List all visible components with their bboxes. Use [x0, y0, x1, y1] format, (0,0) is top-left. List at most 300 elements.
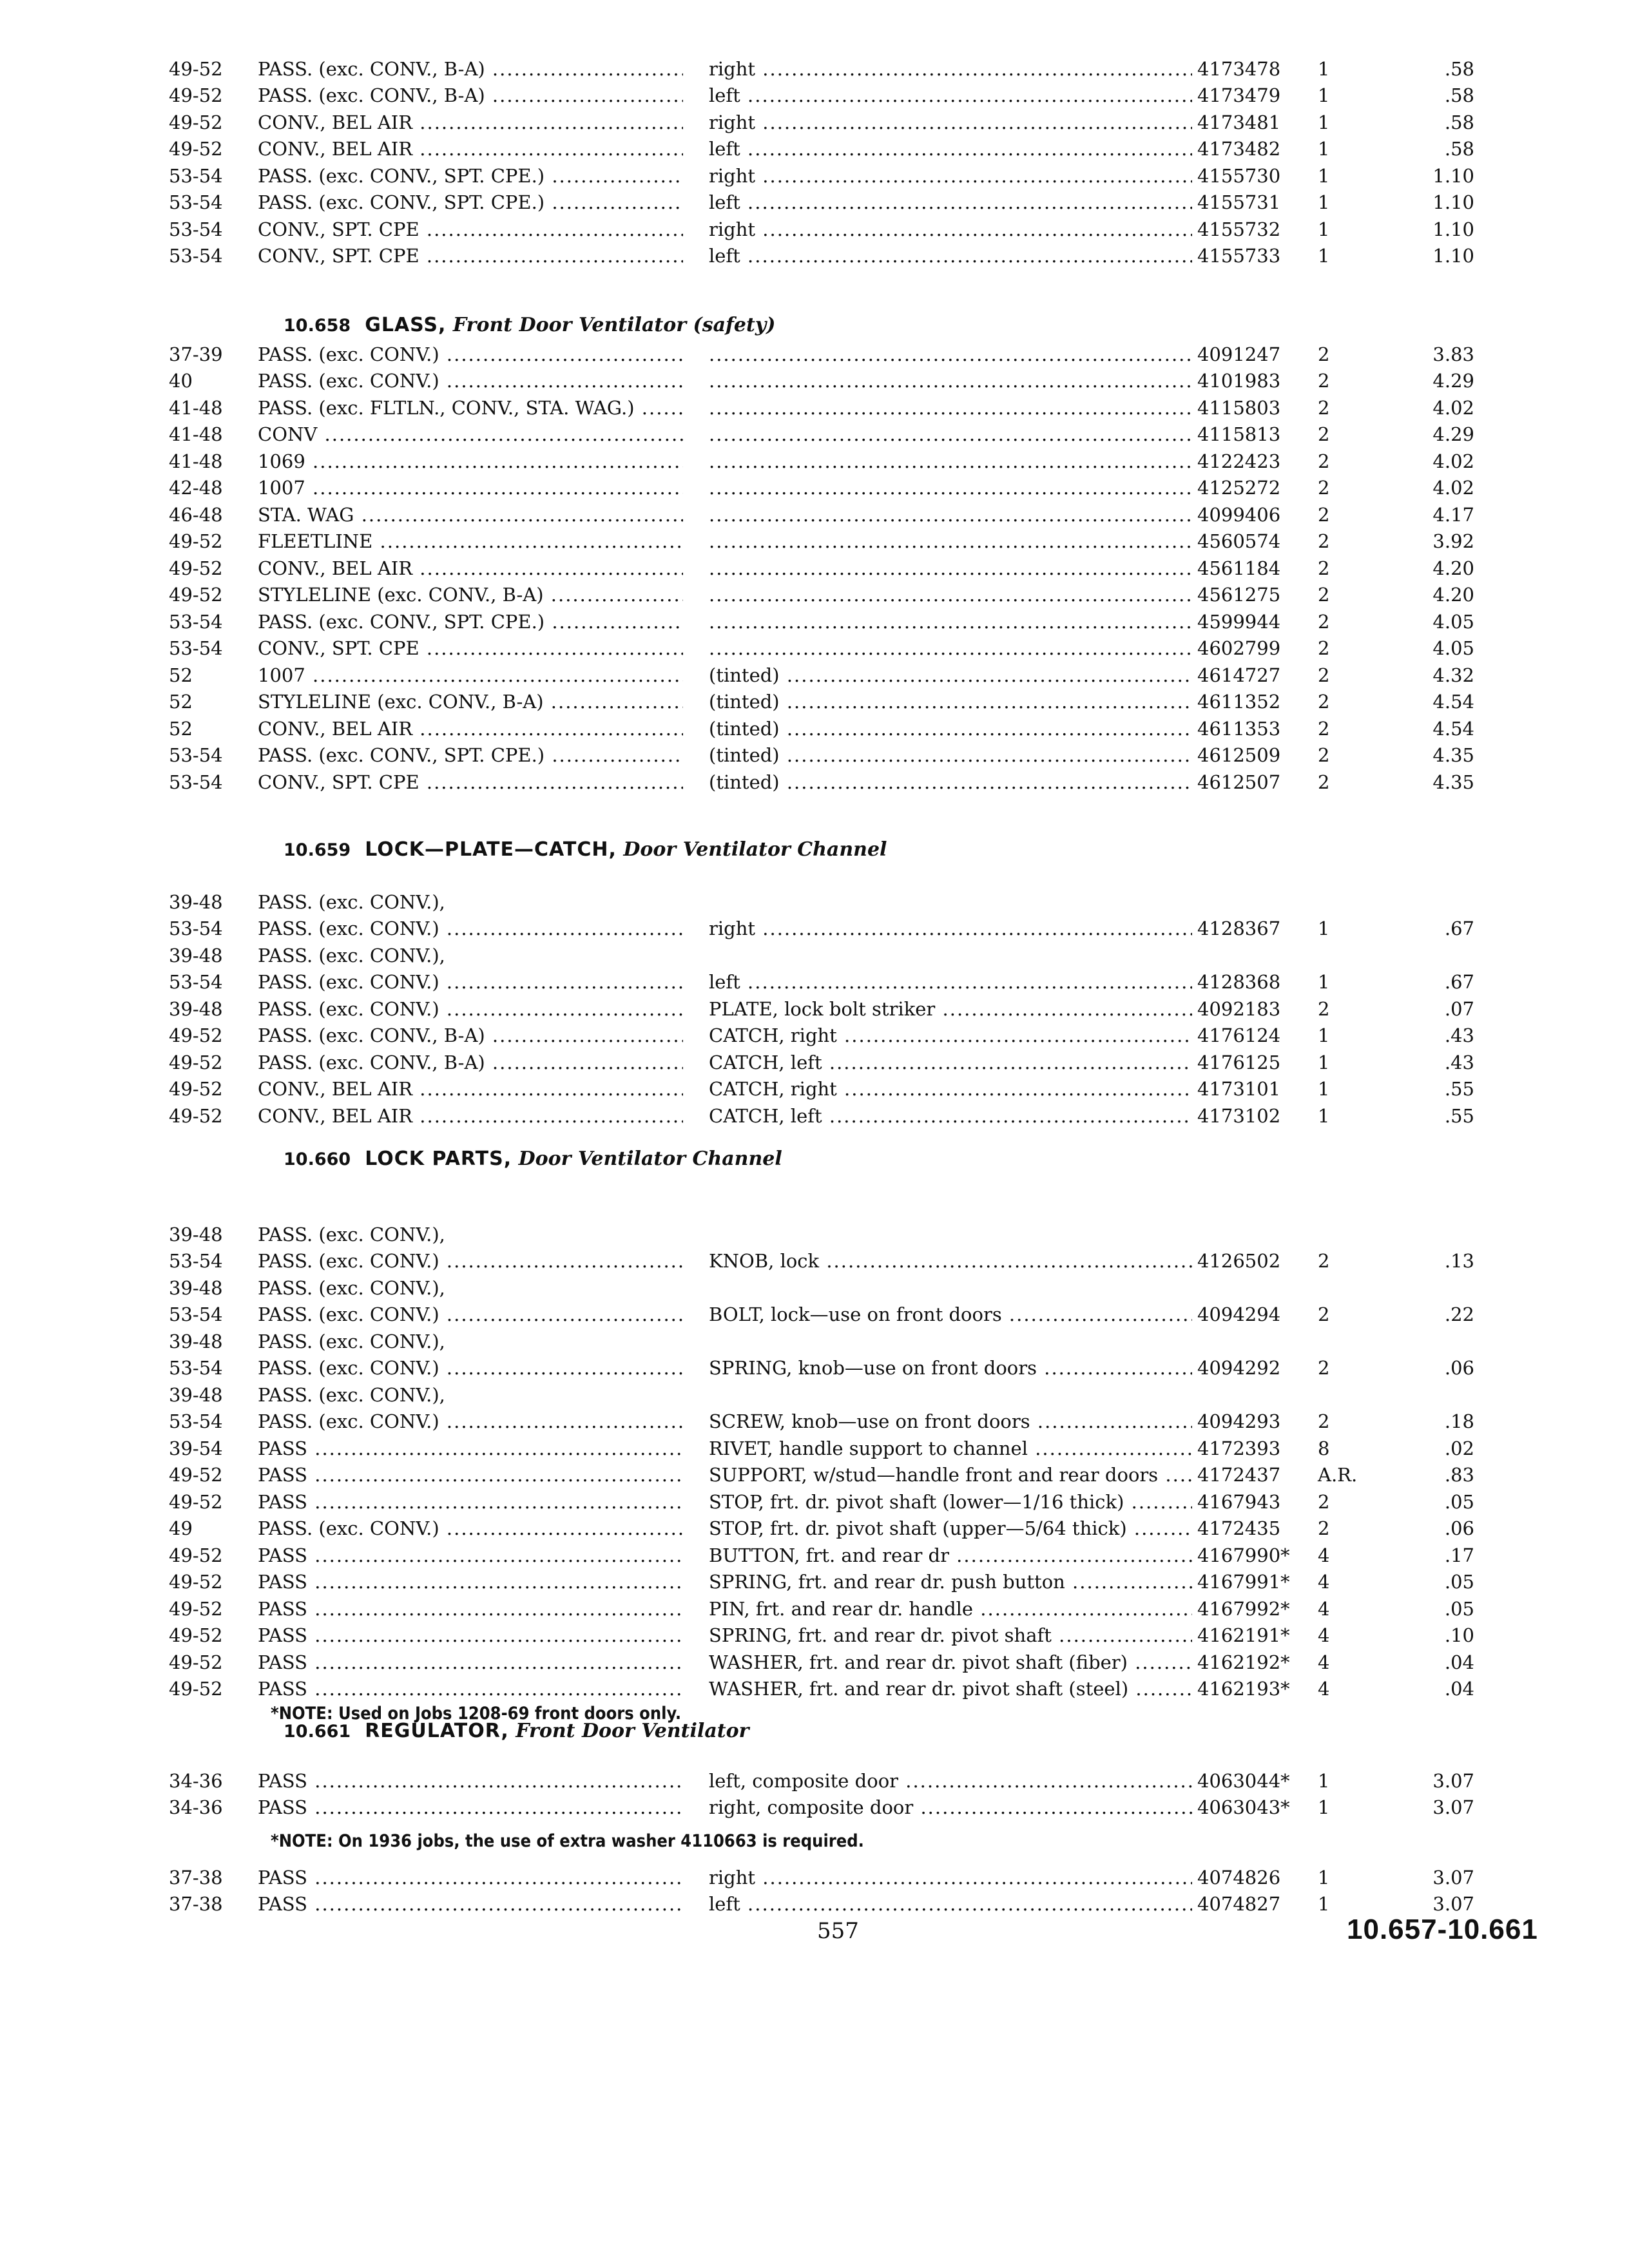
- model-cell-text: PASS. (exc. CONV.): [258, 998, 439, 1020]
- description-cell: [709, 1596, 1192, 1622]
- part-number-cell: [1197, 1489, 1280, 1515]
- price-cell: [1403, 996, 1474, 1022]
- years-cell-text: 49-52: [169, 1078, 223, 1100]
- years-cell-text: 39-48: [169, 998, 223, 1020]
- part-number-cell-text: 4560574: [1197, 530, 1281, 552]
- description-cell: [709, 555, 1192, 581]
- part-number-cell: [1197, 1676, 1290, 1702]
- description-cell: [709, 916, 1192, 941]
- years-cell: [169, 662, 193, 688]
- quantity-cell-text: 4: [1318, 1571, 1330, 1593]
- price-cell-text: 4.20: [1432, 584, 1474, 606]
- table-row: [0, 716, 1629, 742]
- part-number-cell: [1197, 82, 1280, 108]
- price-cell-text: .07: [1444, 998, 1474, 1020]
- part-number-cell: [1197, 1515, 1280, 1541]
- price-cell-text: 1.10: [1432, 245, 1474, 267]
- model-cell-text: PASS: [258, 1464, 308, 1486]
- years-cell-text: 52: [169, 691, 193, 713]
- description-cell-text: PLATE, lock bolt striker: [709, 998, 936, 1020]
- years-cell: [169, 1569, 223, 1595]
- quantity-cell: [1318, 1302, 1329, 1327]
- model-cell: [258, 1050, 683, 1075]
- price-cell: [1403, 1622, 1474, 1648]
- description-cell-text: right: [709, 1867, 756, 1888]
- description-cell: [709, 82, 1192, 108]
- description-cell-text: RIVET, handle support to channel: [709, 1437, 1028, 1459]
- table-row: [0, 1302, 1629, 1327]
- quantity-cell-text: 1: [1318, 111, 1330, 133]
- table-row: [0, 1891, 1629, 1917]
- quantity-cell-text: 2: [1318, 637, 1330, 659]
- table-row: [0, 769, 1629, 795]
- part-number-cell-text: 4176124: [1197, 1024, 1281, 1046]
- table-row: [0, 1569, 1629, 1595]
- years-cell-text: 40: [169, 370, 193, 392]
- price-cell-text: .58: [1444, 111, 1474, 133]
- years-cell-text: 53-54: [169, 771, 223, 793]
- description-cell-text: CATCH, right: [709, 1024, 837, 1046]
- years-cell-text: 53-54: [169, 918, 223, 939]
- price-cell: [1403, 1768, 1474, 1794]
- description-cell: [709, 1515, 1192, 1541]
- quantity-cell-text: 1: [1318, 84, 1330, 106]
- part-number-cell-text: 4063044*: [1197, 1770, 1290, 1792]
- years-cell: [169, 1408, 223, 1434]
- table-row: [0, 689, 1629, 715]
- section-subtitle: Door Ventilator Channel: [623, 838, 887, 861]
- model-cell: [258, 395, 683, 421]
- quantity-cell: [1318, 243, 1329, 269]
- years-cell-text: 39-48: [169, 1331, 223, 1352]
- quantity-cell: [1318, 1408, 1329, 1434]
- price-cell: [1403, 969, 1474, 995]
- description-cell: [709, 582, 1192, 608]
- part-number-cell: [1197, 448, 1280, 474]
- price-cell-text: .18: [1444, 1410, 1474, 1432]
- model-cell-text: PASS. (exc. CONV.): [258, 370, 439, 392]
- description-cell: [709, 395, 1192, 421]
- quantity-cell-text: 1: [1318, 1770, 1330, 1792]
- price-cell: [1403, 1302, 1474, 1327]
- part-number-cell-text: 4561184: [1197, 557, 1281, 579]
- description-cell: [709, 368, 1192, 394]
- model-cell-text: PASS: [258, 1598, 308, 1620]
- part-number-cell: [1197, 582, 1280, 608]
- description-cell-text: right: [709, 111, 756, 133]
- section-header: [284, 314, 776, 336]
- description-cell: [709, 1076, 1192, 1102]
- description-cell-text: left: [709, 1893, 740, 1915]
- years-cell: [169, 969, 223, 995]
- model-cell: [258, 1382, 683, 1408]
- table-row: [0, 1676, 1629, 1702]
- model-cell-text: CONV., BEL AIR: [258, 718, 413, 740]
- model-cell-text: CONV., BEL AIR: [258, 138, 413, 160]
- quantity-cell: [1318, 996, 1329, 1022]
- part-number-cell: [1197, 368, 1280, 394]
- description-cell: [709, 1794, 1192, 1820]
- quantity-cell-text: 1: [1318, 1078, 1330, 1100]
- quantity-cell-text: 4: [1318, 1624, 1330, 1646]
- description-cell: [709, 1103, 1192, 1129]
- price-cell: [1403, 1891, 1474, 1917]
- years-cell: [169, 528, 223, 554]
- years-cell: [169, 555, 223, 581]
- part-number-cell-text: 4128367: [1197, 918, 1281, 939]
- model-cell-text: 1007: [258, 477, 305, 499]
- price-cell-text: 4.54: [1432, 718, 1474, 740]
- quantity-cell: [1318, 662, 1329, 688]
- model-cell-text: PASS. (exc. CONV., B-A): [258, 1024, 485, 1046]
- part-number-cell: [1197, 1649, 1290, 1675]
- years-cell: [169, 421, 223, 447]
- section-number: 10.661: [284, 1722, 351, 1742]
- years-cell: [169, 1462, 223, 1488]
- model-cell: [258, 1489, 683, 1515]
- description-cell: [709, 110, 1192, 135]
- part-number-cell-text: 4115803: [1197, 397, 1281, 419]
- price-cell-text: 4.32: [1432, 664, 1474, 686]
- section-title: LOCK PARTS,: [365, 1148, 512, 1170]
- years-cell: [169, 82, 223, 108]
- years-cell: [169, 56, 223, 82]
- model-cell: [258, 136, 683, 162]
- model-cell-text: PASS. (exc. CONV., SPT. CPE.): [258, 611, 545, 633]
- price-cell: [1403, 916, 1474, 941]
- part-number-cell: [1197, 716, 1280, 742]
- description-cell: [709, 1302, 1192, 1327]
- model-cell: [258, 1891, 683, 1917]
- description-cell-text: (tinted): [709, 664, 780, 686]
- price-cell: [1403, 1794, 1474, 1820]
- quantity-cell-text: 1: [1318, 138, 1330, 160]
- quantity-cell: [1318, 969, 1329, 995]
- model-cell: [258, 341, 683, 367]
- price-cell: [1403, 448, 1474, 474]
- years-cell-text: 41-48: [169, 397, 223, 419]
- years-cell: [169, 1382, 223, 1408]
- section-subtitle: Door Ventilator Channel: [518, 1148, 782, 1170]
- description-cell-text: KNOB, lock: [709, 1250, 820, 1272]
- part-number-cell-text: 4063043*: [1197, 1796, 1290, 1818]
- model-cell: [258, 716, 683, 742]
- table-row: [0, 1649, 1629, 1675]
- price-cell: [1403, 395, 1474, 421]
- part-number-cell-text: 4094294: [1197, 1303, 1281, 1325]
- years-cell-text: 49-52: [169, 530, 223, 552]
- quantity-cell: [1318, 1489, 1329, 1515]
- description-cell-text: left: [709, 971, 740, 993]
- part-number-cell: [1197, 421, 1280, 447]
- model-cell: [258, 475, 683, 501]
- quantity-cell: [1318, 368, 1329, 394]
- model-cell: [258, 1794, 683, 1820]
- model-cell-text: PASS: [258, 1770, 308, 1792]
- description-cell: [709, 969, 1192, 995]
- section-header: [284, 838, 887, 861]
- quantity-cell-text: 2: [1318, 370, 1330, 392]
- price-cell: [1403, 1023, 1474, 1048]
- part-number-cell-text: 4094292: [1197, 1357, 1281, 1379]
- years-cell: [169, 609, 223, 635]
- price-cell: [1403, 1355, 1474, 1381]
- price-cell-text: 1.10: [1432, 218, 1474, 240]
- years-cell: [169, 1676, 223, 1702]
- quantity-cell-text: 2: [1318, 1357, 1330, 1379]
- price-cell-text: 4.02: [1432, 477, 1474, 499]
- years-cell: [169, 243, 223, 269]
- description-cell: [709, 1768, 1192, 1794]
- model-cell-text: PASS. (exc. CONV.): [258, 1517, 439, 1539]
- quantity-cell: [1318, 1436, 1329, 1461]
- table-row: [0, 421, 1629, 447]
- table-row: [0, 395, 1629, 421]
- model-cell: [258, 448, 683, 474]
- price-cell-text: .55: [1444, 1105, 1474, 1127]
- table-row: [0, 243, 1629, 269]
- part-number-cell-text: 4167943: [1197, 1491, 1281, 1513]
- description-cell-text: CATCH, left: [709, 1052, 822, 1073]
- quantity-cell-text: 2: [1318, 691, 1330, 713]
- section-number: 10.659: [284, 840, 351, 860]
- model-cell-text: PASS: [258, 1624, 308, 1646]
- quantity-cell-text: 2: [1318, 477, 1330, 499]
- years-cell-text: 53-54: [169, 1410, 223, 1432]
- quantity-cell: [1318, 421, 1329, 447]
- model-cell-text: CONV., SPT. CPE: [258, 218, 419, 240]
- price-cell-text: .05: [1444, 1571, 1474, 1593]
- years-cell: [169, 996, 223, 1022]
- model-cell-text: CONV., BEL AIR: [258, 1078, 413, 1100]
- section-range: 10.657-10.661: [1347, 1914, 1538, 1945]
- part-number-cell: [1197, 528, 1280, 554]
- quantity-cell-text: 1: [1318, 245, 1330, 267]
- years-cell-text: 53-54: [169, 744, 223, 766]
- quantity-cell: [1318, 1050, 1329, 1075]
- quantity-cell: [1318, 189, 1329, 215]
- model-cell-text: PASS. (exc. CONV.),: [258, 945, 445, 966]
- table-row: [0, 1248, 1629, 1274]
- years-cell: [169, 1515, 193, 1541]
- part-number-cell: [1197, 769, 1280, 795]
- quantity-cell: [1318, 136, 1329, 162]
- part-number-cell-text: 4162193*: [1197, 1678, 1290, 1700]
- price-cell-text: 3.07: [1432, 1770, 1474, 1792]
- model-cell: [258, 609, 683, 635]
- quantity-cell: [1318, 110, 1329, 135]
- model-cell: [258, 1329, 683, 1354]
- years-cell-text: 53-54: [169, 245, 223, 267]
- description-cell-text: PIN, frt. and rear dr. handle: [709, 1598, 974, 1620]
- quantity-cell: [1318, 163, 1329, 189]
- price-cell-text: 4.05: [1432, 611, 1474, 633]
- years-cell: [169, 341, 223, 367]
- model-cell-text: FLEETLINE: [258, 530, 373, 552]
- price-cell: [1403, 421, 1474, 447]
- quantity-cell-text: 4: [1318, 1598, 1330, 1620]
- price-cell: [1403, 1050, 1474, 1075]
- years-cell: [169, 635, 223, 661]
- model-cell: [258, 1103, 683, 1129]
- years-cell-text: 49-52: [169, 557, 223, 579]
- years-cell-text: 53-54: [169, 1303, 223, 1325]
- years-cell-text: 39-54: [169, 1437, 223, 1459]
- model-cell-text: PASS: [258, 1491, 308, 1513]
- years-cell: [169, 1622, 223, 1648]
- years-cell: [169, 1302, 223, 1327]
- price-cell: [1403, 662, 1474, 688]
- part-number-cell-text: 4173482: [1197, 138, 1281, 160]
- model-cell-text: PASS: [258, 1571, 308, 1593]
- quantity-cell: [1318, 1676, 1329, 1702]
- years-cell: [169, 1542, 223, 1568]
- quantity-cell-text: 4: [1318, 1678, 1330, 1700]
- part-number-cell-text: 4094293: [1197, 1410, 1281, 1432]
- table-row: [0, 1076, 1629, 1102]
- quantity-cell: [1318, 1355, 1329, 1381]
- price-cell: [1403, 555, 1474, 581]
- model-cell: [258, 421, 683, 447]
- part-number-cell-text: 4172435: [1197, 1517, 1281, 1539]
- quantity-cell-text: 1: [1318, 1893, 1330, 1915]
- years-cell: [169, 189, 223, 215]
- table-row: [0, 475, 1629, 501]
- model-cell: [258, 1302, 683, 1327]
- model-cell: [258, 1649, 683, 1675]
- price-cell: [1403, 56, 1474, 82]
- part-number-cell: [1197, 1076, 1280, 1102]
- price-cell-text: 4.20: [1432, 557, 1474, 579]
- part-number-cell-text: 4101983: [1197, 370, 1281, 392]
- part-number-cell: [1197, 555, 1280, 581]
- description-cell-text: (tinted): [709, 744, 780, 766]
- table-row: [0, 110, 1629, 135]
- quantity-cell-text: 1: [1318, 1052, 1330, 1073]
- description-cell: [709, 1462, 1192, 1488]
- model-cell: [258, 1768, 683, 1794]
- price-cell: [1403, 82, 1474, 108]
- years-cell-text: 42-48: [169, 477, 223, 499]
- years-cell-text: 49-52: [169, 1624, 223, 1646]
- quantity-cell-text: 2: [1318, 744, 1330, 766]
- table-row: [0, 1462, 1629, 1488]
- years-cell-text: 53-54: [169, 637, 223, 659]
- price-cell: [1403, 1569, 1474, 1595]
- quantity-cell: [1318, 528, 1329, 554]
- model-cell: [258, 1622, 683, 1648]
- price-cell: [1403, 502, 1474, 528]
- table-row: [0, 368, 1629, 394]
- table-row: [0, 1489, 1629, 1515]
- price-cell-text: .55: [1444, 1078, 1474, 1100]
- price-cell: [1403, 609, 1474, 635]
- description-cell: [709, 635, 1192, 661]
- price-cell-text: .02: [1444, 1437, 1474, 1459]
- price-cell: [1403, 582, 1474, 608]
- description-cell: [709, 769, 1192, 795]
- model-cell-text: PASS. (exc. CONV.),: [258, 1384, 445, 1406]
- quantity-cell: [1318, 475, 1329, 501]
- quantity-cell: [1318, 1596, 1329, 1622]
- price-cell: [1403, 216, 1474, 242]
- section-number: 10.660: [284, 1149, 351, 1169]
- years-cell-text: 34-36: [169, 1770, 223, 1792]
- description-cell-text: left, composite door: [709, 1770, 899, 1792]
- model-cell-text: PASS. (exc. CONV.): [258, 1303, 439, 1325]
- model-cell-text: PASS: [258, 1678, 308, 1700]
- quantity-cell: [1318, 742, 1329, 768]
- table-row: [0, 1865, 1629, 1890]
- quantity-cell-text: A.R.: [1318, 1464, 1358, 1486]
- years-cell: [169, 1023, 223, 1048]
- price-cell: [1403, 1248, 1474, 1274]
- part-number-cell-text: 4173481: [1197, 111, 1281, 133]
- model-cell: [258, 662, 683, 688]
- years-cell: [169, 110, 223, 135]
- model-cell: [258, 368, 683, 394]
- model-cell-text: PASS. (exc. CONV., B-A): [258, 58, 485, 80]
- part-number-cell-text: 4173479: [1197, 84, 1281, 106]
- years-cell: [169, 1275, 223, 1301]
- quantity-cell-text: 8: [1318, 1437, 1330, 1459]
- part-number-cell-text: 4614727: [1197, 664, 1281, 686]
- model-cell: [258, 189, 683, 215]
- price-cell: [1403, 243, 1474, 269]
- part-number-cell: [1197, 1248, 1280, 1274]
- price-cell: [1403, 110, 1474, 135]
- model-cell-text: CONV., SPT. CPE: [258, 771, 419, 793]
- table-row: [0, 969, 1629, 995]
- table-row: [0, 943, 1629, 968]
- description-cell: [709, 1542, 1192, 1568]
- description-cell-text: BOLT, lock—use on front doors: [709, 1303, 1002, 1325]
- model-cell: [258, 1355, 683, 1381]
- quantity-cell-text: 1: [1318, 58, 1330, 80]
- description-cell: [709, 1891, 1192, 1917]
- description-cell: [709, 742, 1192, 768]
- years-cell: [169, 916, 223, 941]
- years-cell-text: 49-52: [169, 1491, 223, 1513]
- table-row: [0, 82, 1629, 108]
- description-cell: [709, 528, 1192, 554]
- model-cell-text: PASS. (exc. CONV.),: [258, 1331, 445, 1352]
- quantity-cell: [1318, 1542, 1329, 1568]
- quantity-cell-text: 2: [1318, 664, 1330, 686]
- years-cell-text: 41-48: [169, 423, 223, 445]
- table-row: [0, 1408, 1629, 1434]
- model-cell: [258, 996, 683, 1022]
- part-number-cell: [1197, 635, 1280, 661]
- price-cell: [1403, 1076, 1474, 1102]
- part-number-cell: [1197, 662, 1280, 688]
- description-cell: [709, 1436, 1192, 1461]
- table-row: [0, 341, 1629, 367]
- quantity-cell: [1318, 635, 1329, 661]
- years-cell-text: 49: [169, 1517, 193, 1539]
- part-number-cell: [1197, 742, 1280, 768]
- years-cell: [169, 1329, 223, 1354]
- price-cell: [1403, 635, 1474, 661]
- price-cell-text: .43: [1444, 1024, 1474, 1046]
- years-cell: [169, 448, 223, 474]
- quantity-cell-text: 4: [1318, 1544, 1330, 1566]
- quantity-cell: [1318, 1023, 1329, 1048]
- price-cell: [1403, 189, 1474, 215]
- price-cell-text: 4.02: [1432, 450, 1474, 472]
- description-cell-text: BUTTON, frt. and rear dr: [709, 1544, 949, 1566]
- model-cell: [258, 110, 683, 135]
